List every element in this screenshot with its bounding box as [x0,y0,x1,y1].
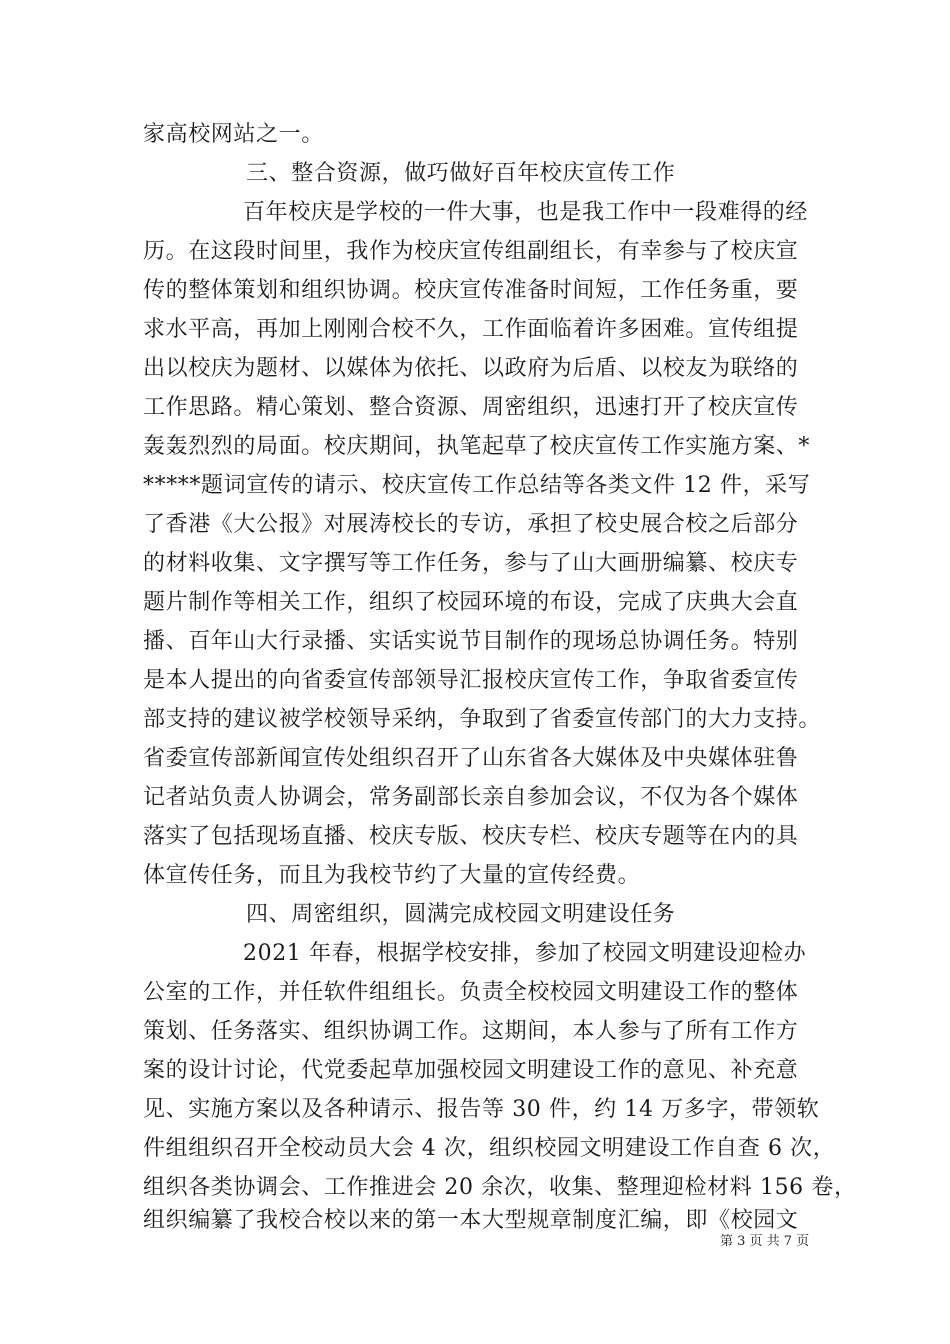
text-line: 历。在这段时间里，我作为校庆宣传组副组长，有幸参与了校庆宣 [143,239,799,264]
text-line: 件组组织召开全校动员大会 4 次，组织校园文明建设工作自查 6 次， [143,1136,836,1161]
text-line: 是本人提出的向省委宣传部领导汇报校庆宣传工作，争取省委宣传 [143,668,799,693]
text-line: 求水平高，再加上刚刚合校不久，工作面临着许多困难。宣传组提 [143,317,799,342]
text-line: 了香港《大公报》对展涛校长的专访，承担了校史展合校之后部分 [143,512,799,537]
text-line: 出以校庆为题材、以媒体为依托、以政府为后盾、以校友为联络的 [143,356,799,381]
page-number-footer: 第 3 页 共 7 页 [720,1234,810,1249]
text-line: 省委宣传部新闻宣传处组织召开了山东省各大媒体及中央媒体驻鲁 [143,746,799,771]
paragraph-first-line: 2021 年春，根据学校安排，参加了校园文明建设迎检办 [243,941,807,966]
text-line: 案的设计讨论，代党委起草加强校园文明建设工作的意见、补充意 [143,1058,799,1083]
text-line: 题片制作等相关工作，组织了校园环境的布设，完成了庆典大会直 [143,590,799,615]
text-line: 落实了包括现场直播、校庆专版、校庆专栏、校庆专题等在内的具 [143,824,799,849]
text-line: 轰轰烈烈的局面。校庆期间，执笔起草了校庆宣传工作实施方案、* [143,434,811,459]
text-line: 体宣传任务，而且为我校节约了大量的宣传经费。 [143,863,641,888]
text-line: 策划、任务落实、组织协调工作。这期间，本人参与了所有工作方 [143,1019,799,1044]
text-line: 部支持的建议被学校领导采纳，争取到了省委宣传部门的大力支持。 [143,707,822,732]
section-heading: 四、周密组织，圆满完成校园文明建设任务 [246,902,676,927]
text-line: 记者站负责人协调会，常务副部长亲自参加会议，不仅为各个媒体 [143,785,799,810]
text-line: 播、百年山大行录播、实话实说节目制作的现场总协调任务。特别 [143,629,799,654]
text-line: 组织各类协调会、工作推进会 20 余次，收集、整理迎检材料 156 卷， [143,1175,857,1200]
text-line: 组织编纂了我校合校以来的第一本大型规章制度汇编，即《校园文 [143,1208,799,1233]
section-heading: 三、整合资源，做巧做好百年校庆宣传工作 [246,161,676,186]
text-line: 见、实施方案以及各种请示、报告等 30 件，约 14 万多字，带领软 [143,1097,820,1122]
text-line: 的材料收集、文字撰写等工作任务，参与了山大画册编纂、校庆专 [143,551,799,576]
text-line: 公室的工作，并任软件组组长。负责全校校园文明建设工作的整体 [143,980,799,1005]
text-line: 传的整体策划和组织协调。校庆宣传准备时间短，工作任务重，要 [143,278,799,303]
paragraph-first-line: 百年校庆是学校的一件大事，也是我工作中一段难得的经 [243,200,809,225]
text-line: 家高校网站之一。 [143,122,324,147]
text-line: 工作思路。精心策划、整合资源、周密组织，迅速打开了校庆宣传 [143,395,799,420]
text-line: *****题词宣传的请示、校庆宣传工作总结等各类文件 12 件，采写 [143,473,811,498]
